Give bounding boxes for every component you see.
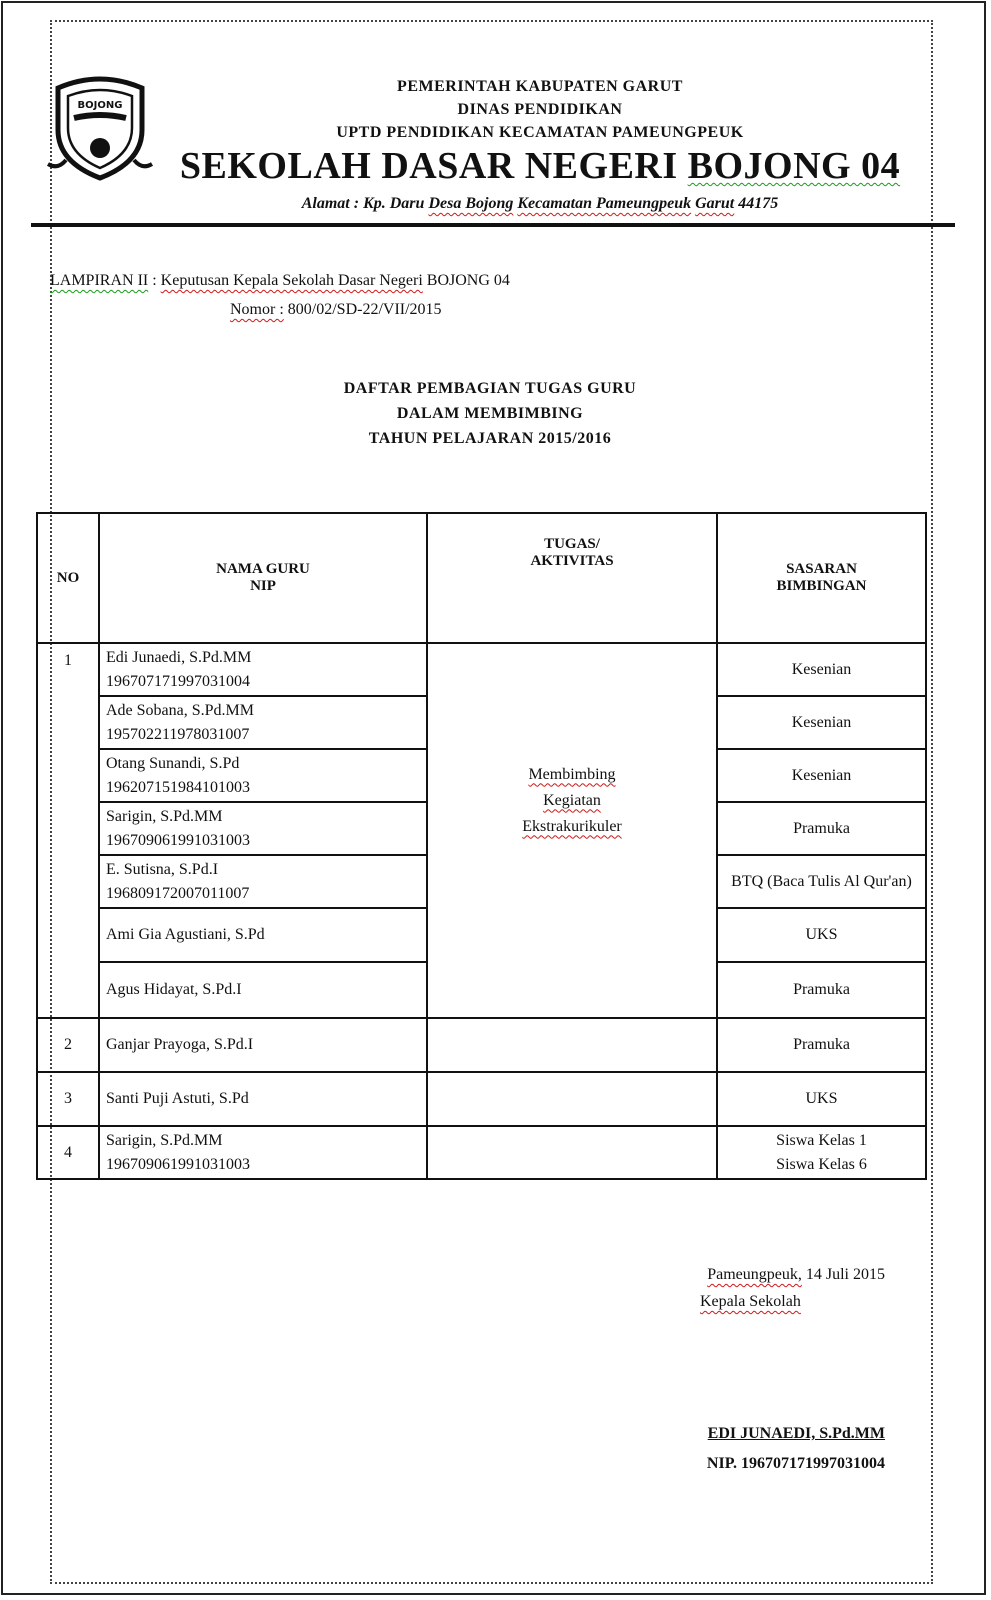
school-name-suffix: BOJONG 04	[687, 145, 901, 187]
target-cell: UKS	[717, 1072, 926, 1126]
decision-text: Keputusan Kepala Sekolah Dasar Negeri	[160, 272, 423, 289]
target-cell: Pramuka	[717, 962, 926, 1018]
header-task	[427, 513, 717, 643]
teacher-nip: 196707171997031004	[106, 672, 250, 690]
teacher-nip: 195702211978031007	[106, 725, 250, 743]
table-header-row	[37, 513, 926, 643]
address-kecamatan: Kecamatan Pameungpeuk	[517, 195, 692, 212]
teacher-nip: 196207151984101003	[106, 778, 250, 796]
teacher-name: Ami Gia Agustiani, S.Pd	[106, 926, 265, 943]
number-line	[230, 301, 442, 319]
task-cell-empty	[427, 1018, 717, 1072]
header-target-line2: BIMBINGAN	[776, 578, 867, 594]
task-line1: Membimbing	[528, 765, 616, 783]
address-desa: Desa Bojong	[428, 195, 514, 212]
teacher-nip: 196709061991031003	[106, 1155, 250, 1173]
target-line2: Siswa Kelas 6	[776, 1155, 867, 1173]
row-no: 4	[37, 1126, 99, 1179]
school-emblem-logo	[44, 70, 156, 182]
teacher-cell	[99, 802, 427, 855]
teacher-name: Sarigin, S.Pd.MM	[106, 807, 223, 825]
table-row	[37, 643, 926, 696]
attachment-label: LAMPIRAN II	[50, 272, 149, 289]
teacher-name: E. Sutisna, S.Pd.I	[106, 860, 219, 878]
target-cell: Pramuka	[717, 802, 926, 855]
task-cell-empty	[427, 1072, 717, 1126]
target-cell: UKS	[717, 908, 926, 962]
address-label: Alamat :	[301, 195, 360, 212]
address-kp: Kp. Daru	[363, 195, 425, 212]
header-task-line1: TUGAS/	[544, 536, 600, 552]
sign-nip: NIP. 196707171997031004	[706, 1455, 885, 1472]
attachment-colon: :	[152, 272, 157, 289]
attachment-line	[50, 272, 510, 290]
sign-name: EDI JUNAEDI, S.Pd.MM	[707, 1425, 885, 1442]
address-garut: Garut	[695, 195, 735, 212]
duty-table	[36, 512, 927, 1180]
number-value: 800/02/SD-22/VII/2015	[287, 301, 442, 318]
task-cell-empty	[427, 1126, 717, 1179]
address-line	[175, 195, 905, 213]
header-name-line2: NIP	[250, 578, 276, 594]
government-line: PEMERINTAH KABUPATEN GARUT	[397, 78, 683, 95]
teacher-cell	[99, 1126, 427, 1179]
header-name-line1: NAMA GURU	[216, 561, 310, 577]
target-cell: BTQ (Baca Tulis Al Qur'an)	[717, 855, 926, 908]
uptd-line: UPTD PENDIDIKAN KECAMATAN PAMEUNGPEUK	[336, 124, 744, 141]
task-line2: Kegiatan	[543, 791, 601, 809]
number-label: Nomor :	[230, 301, 284, 318]
teacher-cell	[99, 696, 427, 749]
teacher-nip: 196709061991031003	[106, 831, 250, 849]
teacher-name: Edi Junaedi, S.Pd.MM	[106, 648, 252, 666]
row-no: 2	[37, 1018, 99, 1072]
attachment-school: BOJONG 04	[426, 272, 510, 289]
target-cell: Kesenian	[717, 696, 926, 749]
table-row	[37, 1018, 926, 1072]
school-name	[175, 144, 905, 188]
sign-place-date	[707, 1266, 885, 1284]
header-target	[717, 513, 926, 643]
teacher-name: Ganjar Prayoga, S.Pd.I	[106, 1036, 254, 1053]
task-line3: Ekstrakurikuler	[522, 817, 622, 835]
address-zip: 44175	[738, 195, 779, 212]
teacher-cell	[99, 1018, 427, 1072]
teacher-name: Sarigin, S.Pd.MM	[106, 1131, 223, 1149]
doc-title-line3: TAHUN PELAJARAN 2015/2016	[368, 430, 612, 447]
header-target-line1: SASARAN	[786, 561, 857, 577]
row-no: 1	[37, 643, 99, 1018]
teacher-cell	[99, 749, 427, 802]
header-name	[99, 513, 427, 643]
table-row	[37, 1072, 926, 1126]
doc-title-line2: DALAM MEMBIMBING	[396, 405, 584, 422]
teacher-name: Otang Sunandi, S.Pd	[106, 754, 240, 772]
teacher-nip: 196809172007011007	[106, 884, 250, 902]
target-cell: Pramuka	[717, 1018, 926, 1072]
school-name-prefix: SEKOLAH DASAR NEGERI	[179, 145, 678, 187]
header-task-line2: AKTIVITAS	[530, 553, 614, 569]
letterhead-rule	[31, 223, 955, 227]
target-cell: Kesenian	[717, 749, 926, 802]
target-cell	[717, 1126, 926, 1179]
logo-text: BOJONG	[77, 100, 123, 111]
row-no: 3	[37, 1072, 99, 1126]
target-cell: Kesenian	[717, 643, 926, 696]
teacher-name: Ade Sobana, S.Pd.MM	[106, 701, 255, 719]
target-line1: Siswa Kelas 1	[776, 1131, 867, 1149]
teacher-cell	[99, 643, 427, 696]
sign-place: Pameungpeuk,	[707, 1266, 802, 1283]
table-row	[37, 1126, 926, 1179]
task-cell	[427, 643, 717, 1018]
teacher-cell	[99, 908, 427, 962]
sign-date: 14 Juli 2015	[805, 1266, 885, 1283]
doc-title-line1: DAFTAR PEMBAGIAN TUGAS GURU	[343, 380, 637, 397]
department-line: DINAS PENDIDIKAN	[457, 101, 623, 118]
teacher-cell	[99, 855, 427, 908]
sign-role: Kepala Sekolah	[700, 1293, 801, 1310]
teacher-cell	[99, 1072, 427, 1126]
teacher-name: Agus Hidayat, S.Pd.I	[106, 981, 242, 998]
teacher-cell	[99, 962, 427, 1018]
teacher-name: Santi Puji Astuti, S.Pd	[106, 1090, 249, 1107]
header-no: NO	[37, 513, 99, 643]
